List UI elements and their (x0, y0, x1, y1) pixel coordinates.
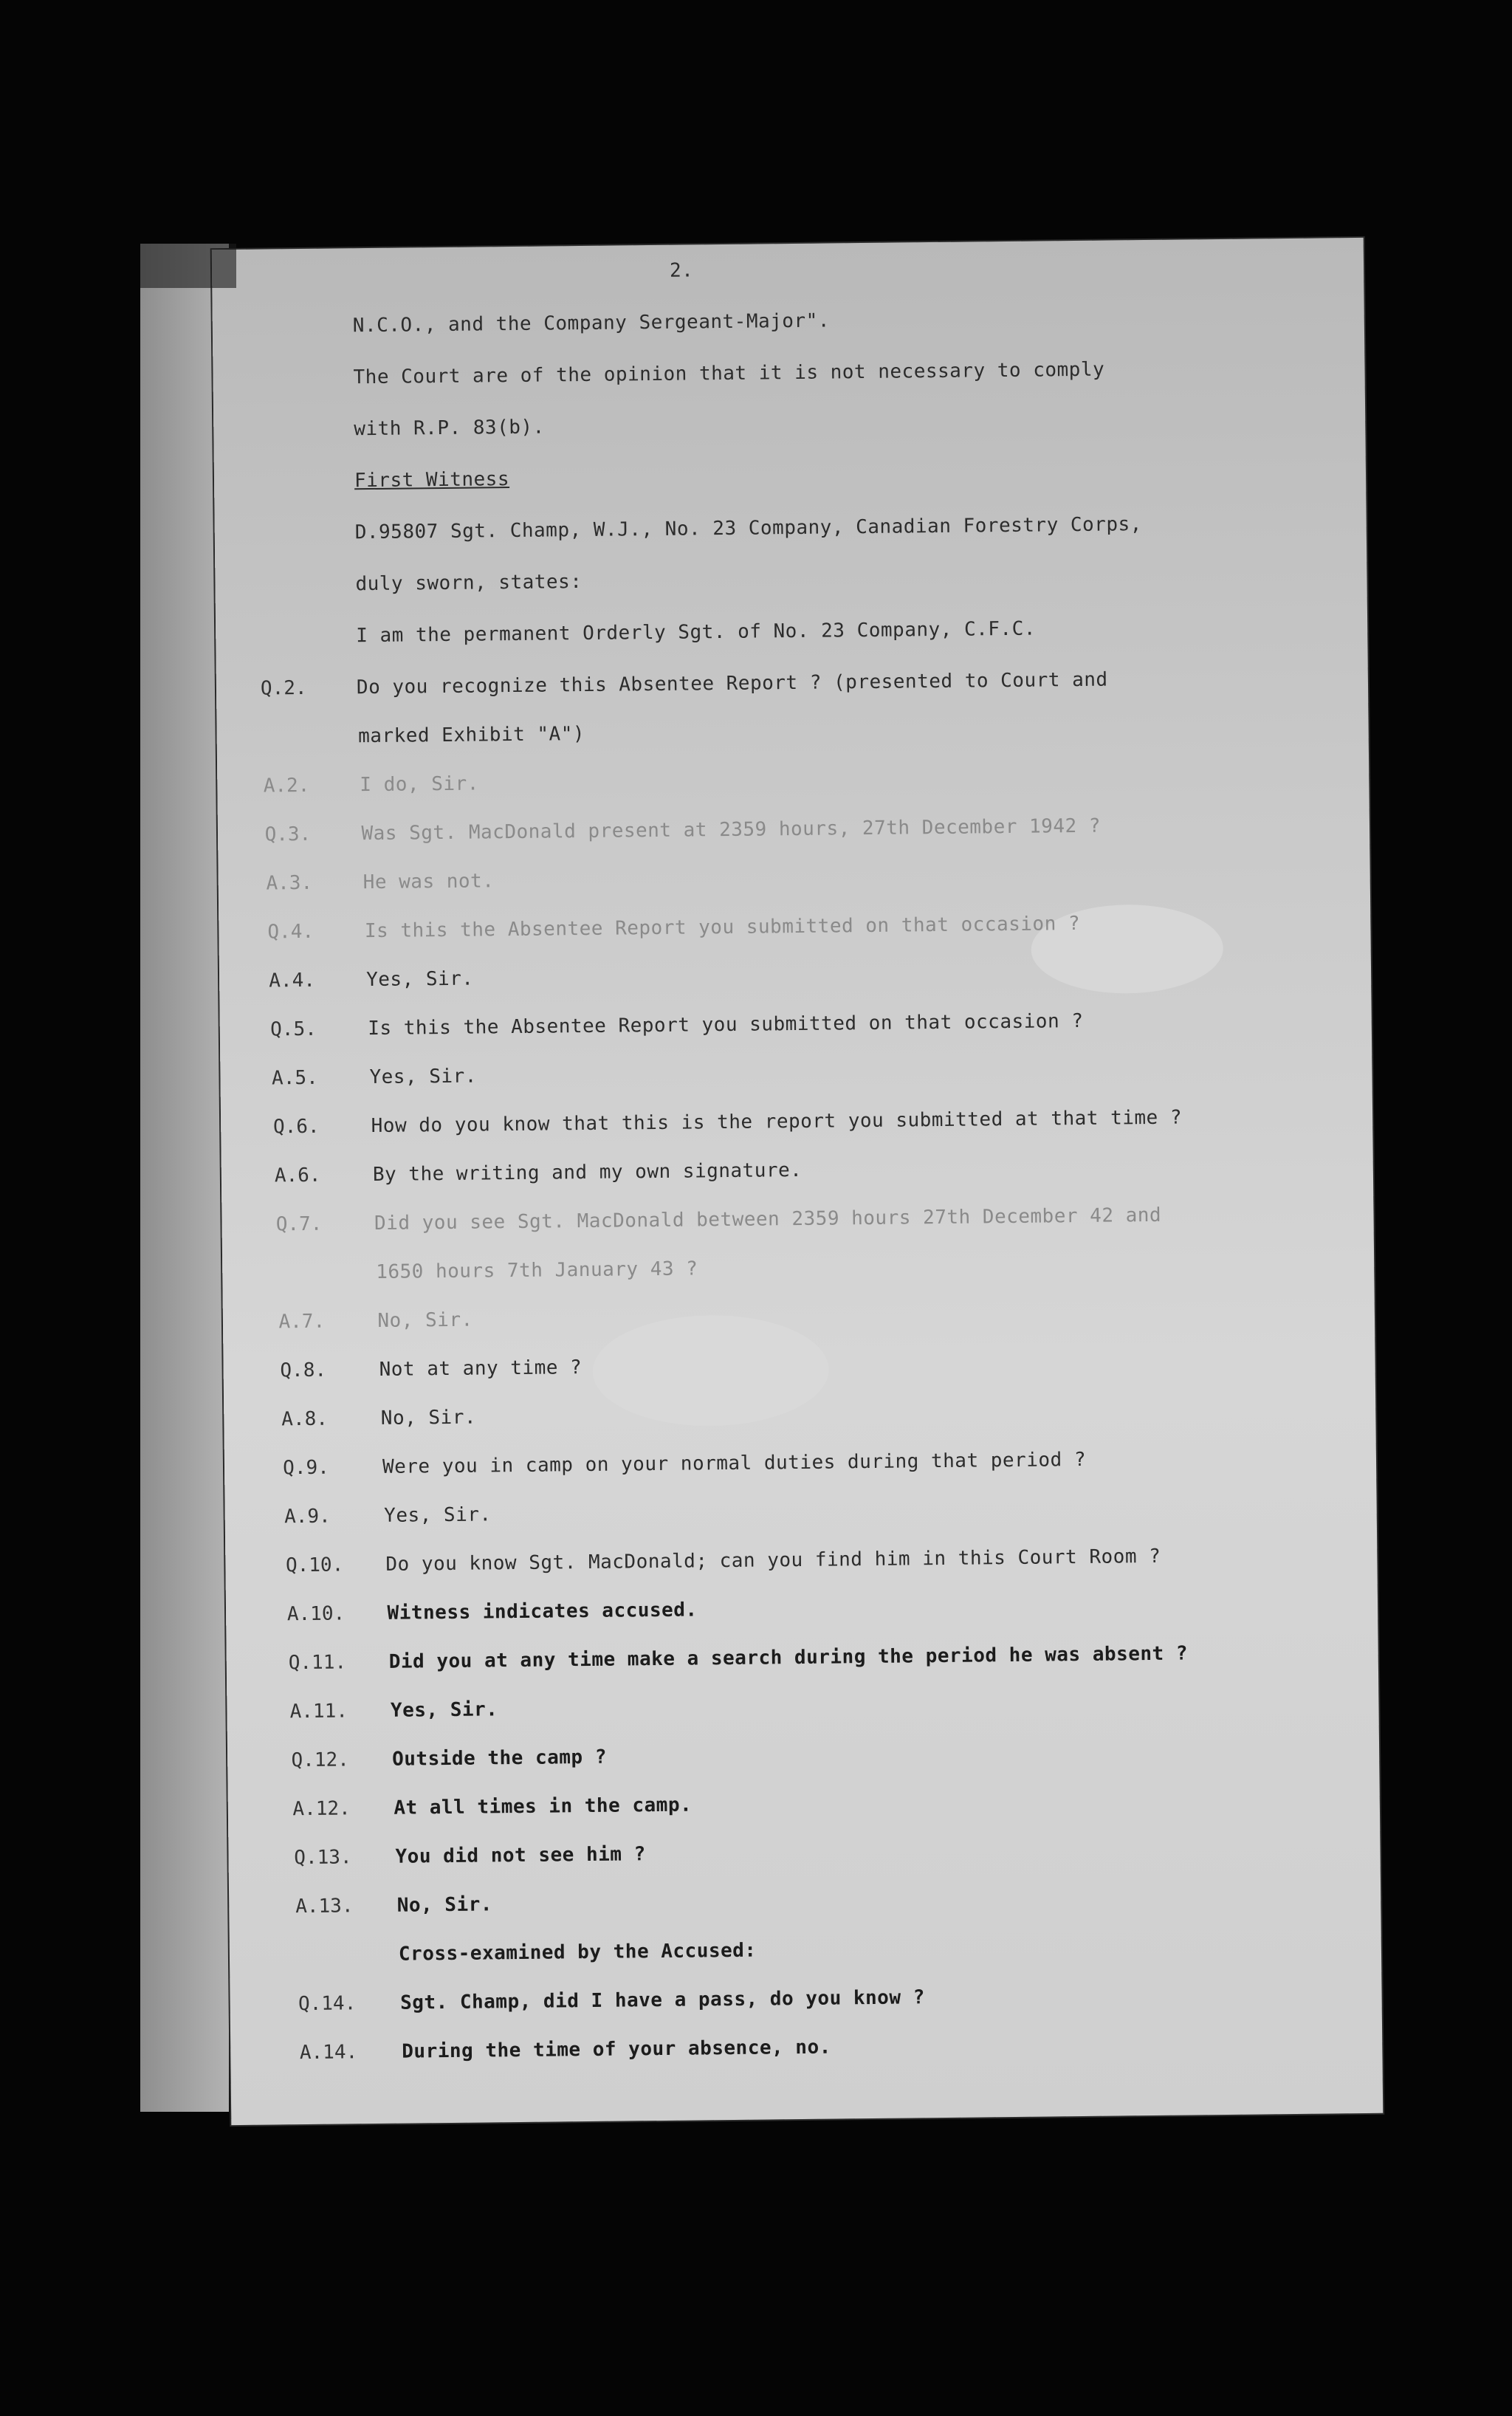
qa-number: A.10. (286, 1602, 346, 1626)
qa-number: Q.3. (264, 823, 312, 846)
qa-number: Q.5. (270, 1017, 317, 1041)
qa-text: Not at any time ? (379, 1356, 583, 1381)
qa-text: He was not. (362, 870, 495, 894)
qa-number: A.9. (284, 1505, 331, 1528)
qa-text: 1650 hours 7th January 43 ? (376, 1257, 698, 1283)
qa-text: Sgt. Champ, did I have a pass, do you know ? (399, 1986, 925, 2014)
qa-text: You did not see him ? (395, 1843, 646, 1868)
qa-text: Yes, Sir. (365, 967, 474, 992)
qa-text: Do you recognize this Absentee Report ? (presented to Court and (356, 668, 1108, 699)
corner-smudge (140, 244, 236, 288)
qa-text: marked Exhibit "A") (357, 722, 585, 748)
qa-text: Were you in camp on your normal duties during that period ? (382, 1448, 1087, 1478)
qa-text: How do you know that this is the report you submitted at that time ? (371, 1106, 1183, 1138)
qa-text: No, Sir. (377, 1308, 473, 1332)
qa-number: A.4. (269, 969, 316, 992)
qa-number: Q.4. (267, 920, 315, 944)
qa-number: Q.12. (291, 1748, 349, 1772)
qa-text: Is this the Absentee Report you submitted on that occasion ? (364, 912, 1081, 943)
qa-text: Cross-examined by the Accused: (398, 1939, 757, 1966)
qa-text: I do, Sir. (360, 772, 480, 797)
qa-text: Outside the camp ? (392, 1746, 608, 1771)
witness-line-3: I am the permanent Orderly Sgt. of No. 23 Company, C.F.C. (356, 617, 1037, 648)
qa-number: Q.11. (288, 1651, 347, 1675)
qa-number: Q.9. (283, 1456, 329, 1480)
qa-text: Yes, Sir. (384, 1503, 492, 1527)
qa-text: Yes, Sir. (390, 1698, 498, 1722)
qa-text: Was Sgt. MacDonald present at 2359 hours, 27th December 1942 ? (361, 814, 1102, 845)
qa-number: A.6. (274, 1164, 321, 1187)
qa-number: A.11. (289, 1700, 348, 1723)
qa-text: During the time of your absence, no. (402, 2036, 831, 2063)
qa-number: A.3. (266, 871, 313, 895)
qa-text: Did you see Sgt. MacDonald between 2359 hours 27th December 42 and (374, 1204, 1162, 1235)
qa-text: At all times in the camp. (394, 1794, 693, 1819)
qa-number: Q.2. (260, 676, 307, 700)
qa-text: Do you know Sgt. MacDonald; can you find him in this Court Room ? (385, 1545, 1161, 1576)
qa-text: Witness indicates accused. (387, 1599, 698, 1624)
qa-text: No, Sir. (380, 1406, 477, 1430)
page-number: 2. (669, 259, 694, 282)
qa-text: Is this the Absentee Report you submitted on that occasion ? (368, 1009, 1084, 1040)
qa-number: A.12. (292, 1797, 351, 1821)
qa-text: Yes, Sir. (369, 1065, 478, 1089)
witness-line-1: D.95807 Sgt. Champ, W.J., No. 23 Company, Canadian Forestry Corps, (354, 513, 1142, 544)
qa-number: A.2. (263, 774, 310, 797)
qa-text: By the writing and my own signature. (372, 1159, 803, 1187)
qa-number: Q.8. (280, 1359, 327, 1382)
qa-number: Q.14. (298, 1992, 357, 2016)
intro-line-2: The Court are of the opinion that it is not necessary to comply (353, 358, 1105, 389)
qa-number: A.8. (281, 1407, 329, 1431)
intro-line-1: N.C.O., and the Company Sergeant-Major". (352, 309, 831, 337)
intro-line-3: with R.P. 83(b). (354, 416, 545, 441)
qa-number: A.14. (299, 2041, 358, 2065)
qa-number: A.7. (278, 1310, 326, 1334)
qa-number: A.5. (271, 1066, 318, 1090)
qa-number: A.13. (295, 1895, 354, 1918)
qa-text: Did you at any time make a search during the period he was absent ? (388, 1642, 1189, 1673)
witness-line-2: duly sworn, states: (355, 571, 583, 596)
qa-number: Q.10. (285, 1554, 344, 1577)
qa-text: No, Sir. (396, 1893, 493, 1917)
section-heading: First Witness (354, 468, 510, 493)
document-page (212, 238, 1384, 2125)
qa-number: Q.7. (275, 1212, 323, 1236)
qa-number: Q.13. (294, 1846, 352, 1870)
qa-number: Q.6. (272, 1115, 320, 1139)
